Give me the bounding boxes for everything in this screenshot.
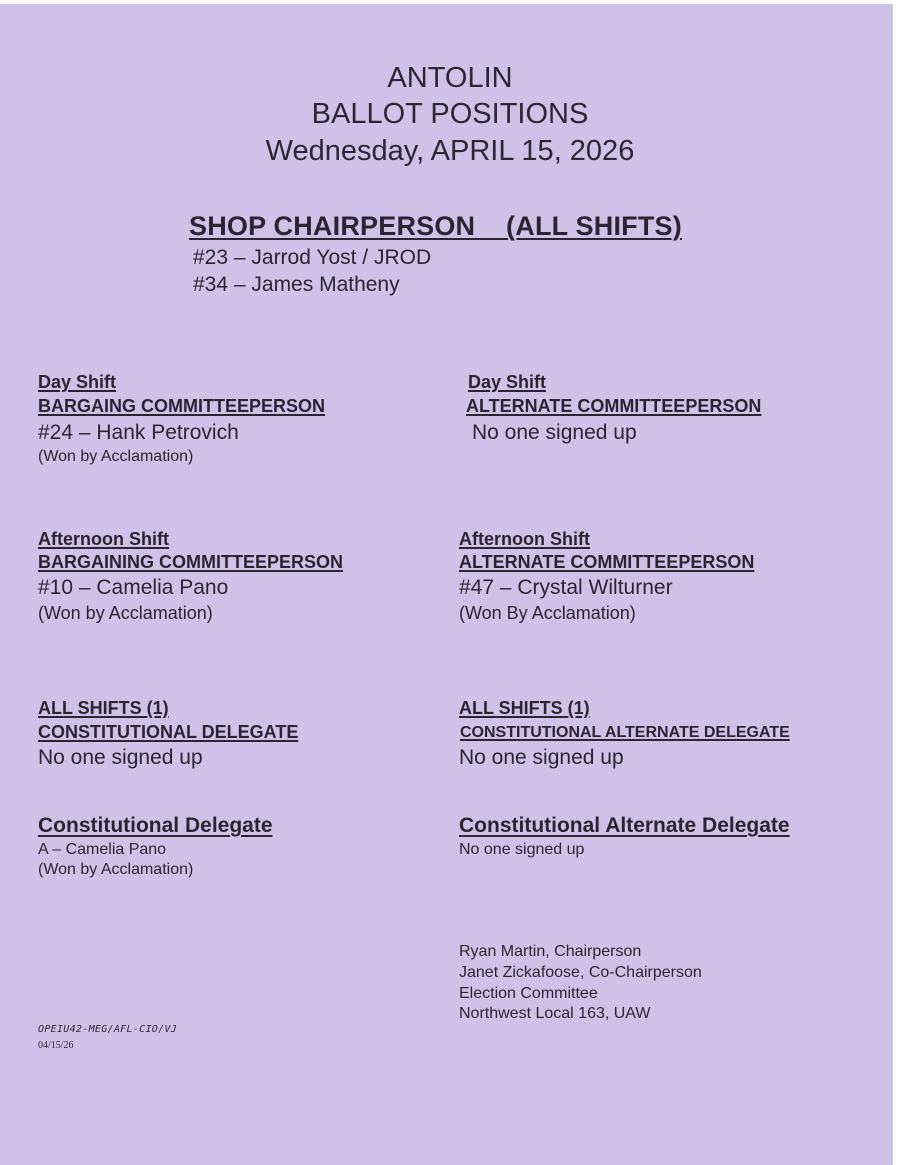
acclamation-note: (Won by Acclamation): [38, 603, 213, 623]
signature-chairperson: Ryan Martin, Chairperson: [459, 943, 642, 960]
day-shift-label: Day Shift: [38, 372, 117, 392]
alternate-delegate-candidate: No one signed up: [459, 746, 624, 769]
signature-local: Northwest Local 163, UAW: [459, 1005, 651, 1022]
page-title: BALLOT POSITIONS: [311, 98, 589, 130]
constitutional-delegate-heading: Constitutional Delegate: [38, 814, 273, 837]
bargaining-position-label: BARGAING COMMITTEEPERSON: [38, 396, 326, 416]
afternoon-shift-label: Afternoon Shift: [38, 529, 169, 549]
acclamation-note: (Won by Acclamation): [38, 448, 194, 465]
signature-committee: Election Committee: [459, 985, 598, 1002]
shop-chair-candidate-1: #23 – Jarrod Yost / JROD: [193, 246, 432, 269]
signature-co-chairperson: Janet Zickafoose, Co-Chairperson: [459, 964, 702, 981]
alternate-delegate-position-label: CONSTITUTIONAL ALTERNATE DELEGATE: [460, 724, 790, 741]
all-shifts-label: ALL SHIFTS (1): [38, 698, 169, 718]
day-shift-label: Day Shift: [468, 372, 547, 392]
delegate-position-label: CONSTITUTIONAL DELEGATE: [38, 722, 299, 742]
acclamation-note: (Won By Acclamation): [459, 603, 636, 623]
election-date: Wednesday, APRIL 15, 2026: [265, 135, 635, 167]
delegate-candidate: No one signed up: [38, 746, 203, 769]
constitutional-delegate-candidate: A – Camelia Pano: [38, 841, 167, 858]
day-bargaining-candidate: #24 – Hank Petrovich: [38, 421, 239, 444]
shop-chair-candidate-2: #34 – James Matheny: [193, 273, 400, 296]
shop-chairperson-heading: SHOP CHAIRPERSON (ALL SHIFTS): [189, 211, 682, 241]
afternoon-alternate-candidate: #47 – Crystal Wilturner: [459, 576, 673, 599]
document-date: 04/15/26: [38, 1040, 74, 1051]
all-shifts-label: ALL SHIFTS (1): [459, 698, 590, 718]
union-label-mark: OPEIU42-MEG/AFL-CIO/VJ: [38, 1024, 178, 1035]
constitutional-alternate-delegate-heading: Constitutional Alternate Delegate: [459, 814, 790, 837]
afternoon-shift-label: Afternoon Shift: [459, 529, 590, 549]
constitutional-alternate-candidate: No one signed up: [459, 841, 585, 858]
alternate-position-label: ALTERNATE COMMITTEEPERSON: [459, 552, 755, 572]
day-alternate-candidate: No one signed up: [472, 421, 637, 444]
bargaining-position-label: BARGAINING COMMITTEEPERSON: [38, 552, 344, 572]
company-name: ANTOLIN: [387, 62, 513, 94]
afternoon-bargaining-candidate: #10 – Camelia Pano: [38, 576, 229, 599]
acclamation-note: (Won by Acclamation): [38, 861, 194, 878]
alternate-position-label: ALTERNATE COMMITTEEPERSON: [466, 396, 762, 416]
